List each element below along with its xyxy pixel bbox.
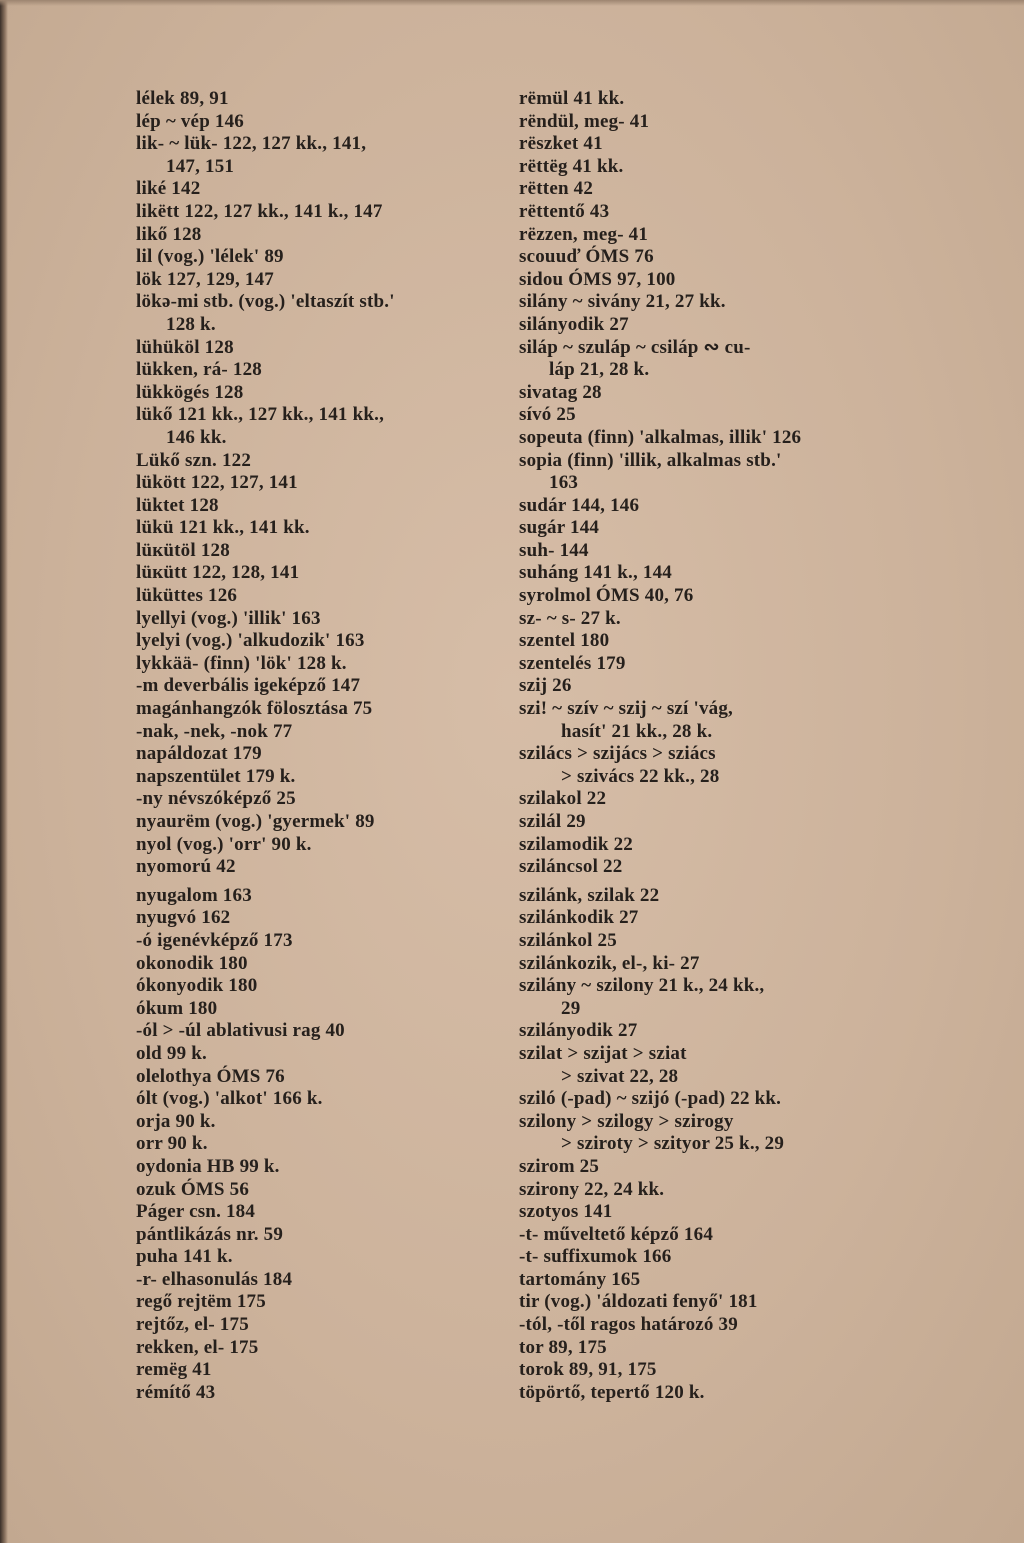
index-entry: sopia (finn) 'illik, alkalmas stb.' — [519, 449, 782, 471]
index-entry: -t- műveltető képző 164 — [519, 1223, 714, 1245]
index-entry: rëtten 42 — [519, 178, 594, 200]
index-entry: szilakol 22 — [519, 788, 607, 810]
index-entry: remëg 41 — [136, 1359, 212, 1381]
index-entry: rejtőz, el- 175 — [136, 1314, 249, 1336]
index-entry: pántlikázás nr. 59 — [136, 1223, 284, 1245]
index-entry: -ny névszóképző 25 — [136, 788, 296, 810]
index-entry: sziló (-pad) ~ szijó (-pad) 22 kk. — [519, 1088, 782, 1110]
index-entry: nyugvó 162 — [136, 907, 231, 929]
index-entry: magánhangzók fölosztása 75 — [136, 698, 373, 720]
index-entry: 163 — [549, 472, 579, 494]
index-entry: szilánkozik, el-, ki- 27 — [519, 952, 700, 974]
index-entry: regő rejtëm 175 — [136, 1291, 266, 1313]
index-entry: lükken, rá- 128 — [136, 359, 262, 381]
index-entry: lyellyi (vog.) 'illik' 163 — [136, 607, 321, 629]
index-entry: rëszket 41 — [519, 133, 603, 155]
index-entry: lélek 89, 91 — [136, 88, 229, 109]
page-top-edge — [0, 0, 1024, 6]
index-entry: 128 k. — [166, 313, 216, 335]
index-entry: -ól > -úl ablativusi rag 40 — [136, 1020, 345, 1042]
index-entry: tartomány 165 — [519, 1268, 641, 1290]
index-entry: scouuď ÓMS 76 — [519, 246, 654, 268]
index-entry: szentelés 179 — [519, 652, 626, 674]
index-entry: -ó igenévképző 173 — [136, 929, 293, 951]
index-entry: rekken, el- 175 — [136, 1336, 259, 1358]
index-entry: lép ~ vép 146 — [136, 110, 245, 132]
index-column-left — [136, 88, 481, 1404]
page-binding-edge — [0, 0, 8, 1543]
index-entry: torok 89, 91, 175 — [519, 1359, 657, 1381]
index-entry: napszentület 179 k. — [136, 765, 296, 787]
index-entry: szilánkol 25 — [519, 929, 617, 951]
index-entry: suh- 144 — [519, 539, 589, 561]
index-entry: nyaurëm (vog.) 'gyermek' 89 — [136, 811, 375, 832]
index-entry: rëttentő 43 — [519, 200, 610, 222]
index-entry: láp 21, 28 k. — [549, 359, 650, 381]
index-entry: olelothya ÓMS 76 — [136, 1065, 285, 1087]
index-entry: ókonyodik 180 — [136, 975, 258, 997]
index-entry: szilony > szilogy > szirogy — [519, 1110, 734, 1132]
index-entry: tir (vog.) 'áldozati fenyő' 181 — [519, 1291, 758, 1313]
index-entry: sz- ~ s- 27 k. — [519, 607, 621, 629]
index-entry: sidou ÓMS 97, 100 — [519, 268, 676, 290]
index-entry: szilács > szijács > sziács — [519, 743, 716, 765]
index-entry: lüкütt 122, 128, 141 — [136, 562, 300, 584]
index-entry: szirom 25 — [519, 1155, 600, 1177]
index-entry: szilányodik 27 — [519, 1020, 638, 1042]
index-entry: likő 128 — [136, 223, 202, 245]
index-entry: rëndül, meg- 41 — [519, 110, 650, 132]
index-entry: szilat > szijat > sziat — [519, 1042, 687, 1064]
index-entry: nyomorú 42 — [136, 856, 236, 878]
index-entry: lükkögés 128 — [136, 381, 244, 403]
index-entry: -r- elhasonulás 184 — [136, 1268, 293, 1290]
index-entry: hasít' 21 kk., 28 k. — [561, 720, 713, 742]
index-entry: szotyos 141 — [519, 1201, 613, 1223]
index-entry: suháng 141 k., 144 — [519, 562, 673, 584]
index-entry: > szivat 22, 28 — [561, 1065, 679, 1087]
index-entry: -m deverbális igeképző 147 — [136, 675, 361, 697]
index-entry: lüкütöl 128 — [136, 539, 230, 561]
index-entry: okonodik 180 — [136, 952, 248, 974]
index-entry: rëzzen, meg- 41 — [519, 223, 649, 245]
index-entry: lök 127, 129, 147 — [136, 268, 274, 290]
index-entry: Páger csn. 184 — [136, 1201, 256, 1223]
index-entry: szilánk, szilak 22 — [519, 884, 660, 906]
index-entry: likëtt 122, 127 kk., 141 k., 147 — [136, 200, 383, 222]
index-entry: napáldozat 179 — [136, 743, 262, 765]
index-entry: ókum 180 — [136, 997, 218, 1019]
index-entry: sugár 144 — [519, 517, 600, 539]
index-entry: lykkää- (finn) 'lök' 128 k. — [136, 652, 347, 674]
index-entry: siláp ~ szuláp ~ csiláp ∾ cu- — [519, 336, 751, 358]
index-entry: lükött 122, 127, 141 — [136, 472, 298, 494]
index-entry: lüküttes 126 — [136, 585, 238, 607]
index-entry: sivatag 28 — [519, 381, 602, 403]
index-entry: oydonia HB 99 k. — [136, 1155, 280, 1177]
index-entry: ozuk ÓMS 56 — [136, 1178, 250, 1200]
index-entry: lükü 121 kk., 141 kk. — [136, 517, 310, 539]
index-entry: syrolmol ÓMS 40, 76 — [519, 585, 694, 607]
index-entry: -tól, -től ragos határozó 39 — [519, 1314, 738, 1336]
index-entry: puha 141 k. — [136, 1246, 233, 1268]
index-entry: szilamodik 22 — [519, 833, 633, 855]
index-entry: 147, 151 — [166, 155, 235, 177]
index-entry: tor 89, 175 — [519, 1336, 607, 1358]
index-entry: rëttëg 41 kk. — [519, 155, 624, 177]
index-entry: lökə-mi stb. (vog.) 'eltaszít stb.' — [136, 291, 395, 313]
index-entry: szirony 22, 24 kk. — [519, 1178, 665, 1200]
index-entry: -t- suffixumok 166 — [519, 1246, 672, 1268]
index-entry: liké 142 — [136, 178, 201, 200]
index-entry: 146 kk. — [166, 426, 227, 448]
index-entry: old 99 k. — [136, 1042, 207, 1064]
index-entry: rëmül 41 kk. — [519, 88, 625, 109]
index-entry: silány ~ sivány 21, 27 kk. — [519, 291, 726, 313]
index-entry: sívó 25 — [519, 404, 576, 426]
index-entry: lil (vog.) 'lélek' 89 — [136, 246, 284, 268]
index-entry: lüktet 128 — [136, 494, 219, 516]
index-entry: szilánkodik 27 — [519, 907, 639, 929]
index-entry: szi! ~ szív ~ szij ~ szí 'vág, — [519, 698, 733, 720]
index-entry: > szivács 22 kk., 28 — [561, 765, 720, 787]
index-column-right — [519, 88, 891, 1404]
index-entry: töpörtő, tepertő 120 k. — [519, 1381, 705, 1403]
index-entry: sziláncsol 22 — [519, 856, 623, 878]
index-entry: orr 90 k. — [136, 1133, 208, 1155]
index-entry: szentel 180 — [519, 630, 610, 652]
index-entry: lühüköl 128 — [136, 336, 234, 358]
index-entry: nyol (vog.) 'orr' 90 k. — [136, 833, 312, 855]
index-entry: lükő 121 kk., 127 kk., 141 kk., — [136, 404, 385, 426]
index-entry: rémítő 43 — [136, 1381, 216, 1403]
index-entry: lyelyi (vog.) 'alkudozik' 163 — [136, 630, 365, 652]
index-entry: szilál 29 — [519, 811, 586, 832]
index-entry: szilány ~ szilony 21 k., 24 kk., — [519, 975, 765, 997]
index-entry: silányodik 27 — [519, 313, 629, 335]
index-entry: sopeuta (finn) 'alkalmas, illik' 126 — [519, 426, 802, 448]
index-entry: Lükő szn. 122 — [136, 449, 252, 471]
index-entry: orja 90 k. — [136, 1110, 216, 1132]
index-entry: szij 26 — [519, 675, 572, 697]
index-entry: ólt (vog.) 'alkot' 166 k. — [136, 1088, 323, 1110]
index-entry: sudár 144, 146 — [519, 494, 640, 516]
index-entry: lik- ~ lük- 122, 127 kk., 141, — [136, 133, 367, 155]
index-entry: nyugalom 163 — [136, 884, 252, 906]
index-entry: > sziroty > szityor 25 k., 29 — [561, 1133, 785, 1155]
index-entry: -nak, -nek, -nok 77 — [136, 720, 293, 742]
index-entry: 29 — [561, 997, 581, 1019]
